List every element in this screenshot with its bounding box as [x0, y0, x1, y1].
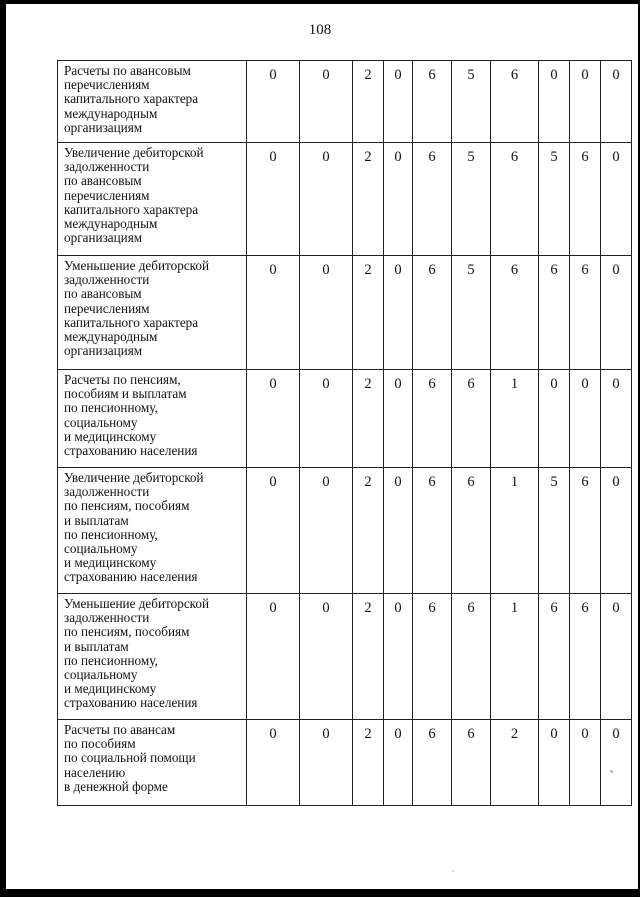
table-row	[58, 720, 632, 806]
code-digit: 0	[384, 370, 413, 468]
code-digit: 0	[300, 594, 353, 720]
code-digit: 0	[300, 370, 353, 468]
code-digit: 0	[247, 720, 300, 806]
code-digit: 6	[491, 61, 539, 143]
code-digit: 1	[491, 594, 539, 720]
scan-edge-left	[0, 0, 6, 897]
code-digit: 0	[247, 61, 300, 143]
row-label: Увеличение дебиторской задолженности по пенсиям, пособиям и выплатам по пенсионному, социальному и медицинскому страхованию населения	[58, 468, 247, 594]
code-digit: 6	[413, 468, 452, 594]
code-digit: 0	[384, 594, 413, 720]
code-digit: 6	[539, 594, 570, 720]
table-row	[58, 143, 632, 256]
code-digit: 2	[353, 468, 384, 594]
code-digit: 5	[452, 256, 491, 370]
table-row	[58, 370, 632, 468]
code-digit: 2	[353, 720, 384, 806]
scan-edge-top	[0, 0, 640, 4]
code-digit: 1	[491, 468, 539, 594]
row-label: Расчеты по пенсиям, пособиям и выплатам по пенсионному, социальному и медицинскому страхованию населения	[58, 370, 247, 468]
page-number: 108	[308, 22, 332, 38]
code-digit: 6	[452, 468, 491, 594]
code-digit: 0	[384, 143, 413, 256]
code-digit: 5	[539, 143, 570, 256]
scan-speck	[610, 770, 613, 773]
row-label: Расчеты по авансовым перечислениям капитального характера международным организациям	[58, 61, 247, 143]
table-body	[58, 61, 632, 806]
code-digit: 0	[247, 256, 300, 370]
code-digit: 6	[413, 720, 452, 806]
code-digit: 0	[300, 61, 353, 143]
code-digit: 6	[452, 370, 491, 468]
code-digit: 0	[300, 143, 353, 256]
code-digit: 6	[570, 468, 601, 594]
code-digit: 0	[539, 370, 570, 468]
code-digit: 0	[247, 468, 300, 594]
code-digit: 6	[413, 256, 452, 370]
code-digit: 2	[353, 370, 384, 468]
code-digit: 1	[491, 370, 539, 468]
scan-edge-bottom	[0, 889, 640, 897]
code-digit: 0	[570, 370, 601, 468]
row-label: Увеличение дебиторской задолженности по авансовым перечислениям капитального характера международным организациям	[58, 143, 247, 256]
table-row	[58, 256, 632, 370]
code-digit: 6	[413, 594, 452, 720]
code-digit: 0	[384, 468, 413, 594]
code-digit: 0	[539, 720, 570, 806]
code-digit: 6	[570, 143, 601, 256]
code-digit: 6	[413, 61, 452, 143]
row-label: Уменьшение дебиторской задолженности по авансовым перечислениям капитального характера международным организациям	[58, 256, 247, 370]
row-label: Уменьшение дебиторской задолженности по пенсиям, пособиям и выплатам по пенсионному, социальному и медицинскому страхованию населения	[58, 594, 247, 720]
code-digit: 0	[300, 256, 353, 370]
code-digit: 0	[247, 143, 300, 256]
code-digit: 0	[300, 468, 353, 594]
code-digit: 2	[491, 720, 539, 806]
code-digit: 6	[413, 143, 452, 256]
code-digit: 0	[570, 61, 601, 143]
code-digit: 6	[452, 594, 491, 720]
code-digit: 6	[570, 256, 601, 370]
table-row	[58, 468, 632, 594]
code-digit: 6	[570, 594, 601, 720]
code-digit: 0	[601, 468, 632, 594]
code-digit: 0	[384, 720, 413, 806]
code-digit: 0	[601, 370, 632, 468]
code-digit: 0	[601, 720, 632, 806]
code-digit: 6	[491, 256, 539, 370]
scan-speck	[452, 870, 454, 872]
code-digit: 6	[452, 720, 491, 806]
code-digit: 0	[601, 61, 632, 143]
code-digit: 0	[601, 143, 632, 256]
code-digit: 6	[539, 256, 570, 370]
code-digit: 0	[384, 256, 413, 370]
code-digit: 6	[491, 143, 539, 256]
code-digit: 0	[601, 256, 632, 370]
code-digit: 0	[601, 594, 632, 720]
code-digit: 5	[452, 143, 491, 256]
code-digit: 2	[353, 594, 384, 720]
table-row	[58, 61, 632, 143]
code-digit: 2	[353, 256, 384, 370]
row-label: Расчеты по авансам по пособиям по социальной помощи населению в денежной форме	[58, 720, 247, 806]
code-digit: 2	[353, 143, 384, 256]
code-digit: 0	[539, 61, 570, 143]
classification-table-container	[57, 60, 632, 806]
classification-table	[57, 60, 632, 806]
table-row	[58, 594, 632, 720]
code-digit: 0	[300, 720, 353, 806]
code-digit: 5	[539, 468, 570, 594]
code-digit: 0	[247, 594, 300, 720]
code-digit: 0	[247, 370, 300, 468]
code-digit: 0	[384, 61, 413, 143]
code-digit: 2	[353, 61, 384, 143]
code-digit: 6	[413, 370, 452, 468]
code-digit: 0	[570, 720, 601, 806]
code-digit: 5	[452, 61, 491, 143]
